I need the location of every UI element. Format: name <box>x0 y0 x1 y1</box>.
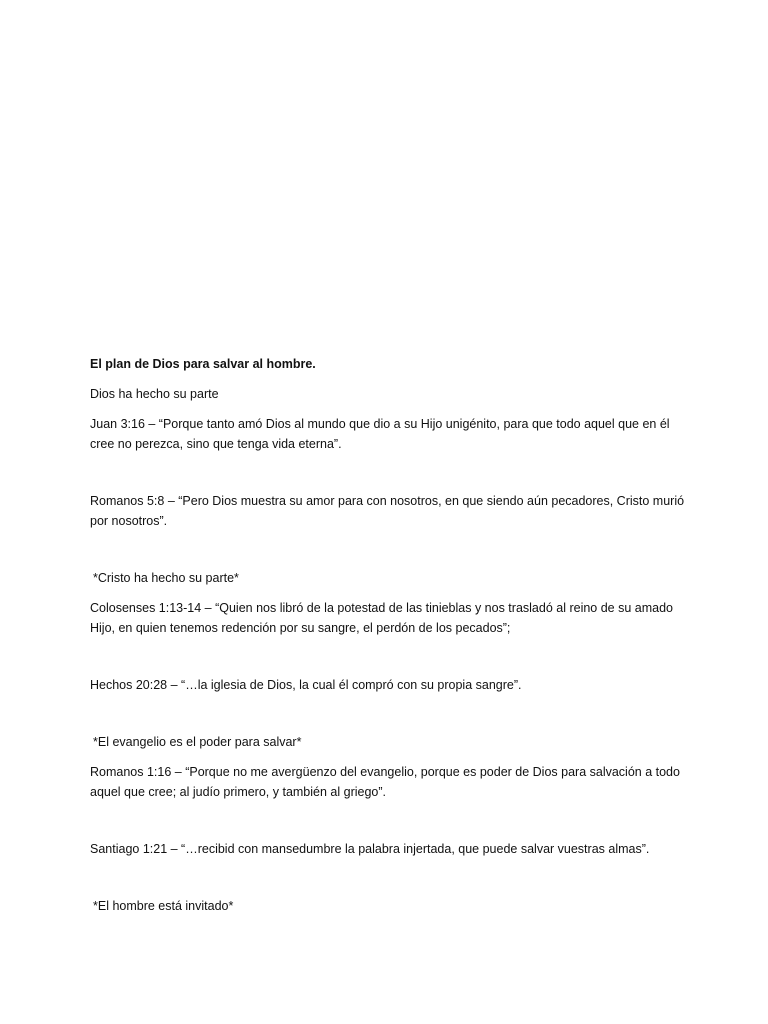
verse-paragraph: Santiago 1:21 – “…recibid con mansedumbre la palabra injertada, que puede salvar vuestras almas”. <box>90 842 650 856</box>
document-title: El plan de Dios para salvar al hombre. <box>90 357 316 371</box>
document-body <box>90 354 690 926</box>
verse-paragraph: Colosenses 1:13-14 – “Quien nos libró de la potestad de las tinieblas y nos trasladó al reino de su amado Hijo, en quien tenemos redención por su sangre, el perdón de los pecados”; <box>90 601 673 635</box>
section-heading: *El hombre está invitado* <box>93 899 234 913</box>
section-heading: *El evangelio es el poder para salvar* <box>93 735 302 749</box>
verse-paragraph: Juan 3:16 – “Porque tanto amó Dios al mundo que dio a su Hijo unigénito, para que todo aquel que en él cree no perezca, sino que tenga vida eterna”. <box>90 417 670 451</box>
blank-line <box>90 705 690 732</box>
section-heading: *Cristo ha hecho su parte* <box>93 571 239 585</box>
verse-paragraph: Romanos 5:8 – “Pero Dios muestra su amor para con nosotros, en que siendo aún pecadores, Cristo murió por nosotros”. <box>90 494 685 528</box>
verse-paragraph: Hechos 20:28 – “…la iglesia de Dios, la cual él compró con su propia sangre”. <box>90 678 522 692</box>
verse-paragraph: Romanos 1:16 – “Porque no me avergüenzo del evangelio, porque es poder de Dios para salvación a todo aquel que cree; al judío primero, y también al griego”. <box>90 765 680 799</box>
section-subtitle: Dios ha hecho su parte <box>90 387 219 401</box>
blank-line <box>90 812 690 839</box>
blank-line <box>90 648 690 675</box>
blank-line <box>90 464 690 491</box>
blank-line <box>90 869 690 896</box>
blank-line <box>90 541 690 568</box>
